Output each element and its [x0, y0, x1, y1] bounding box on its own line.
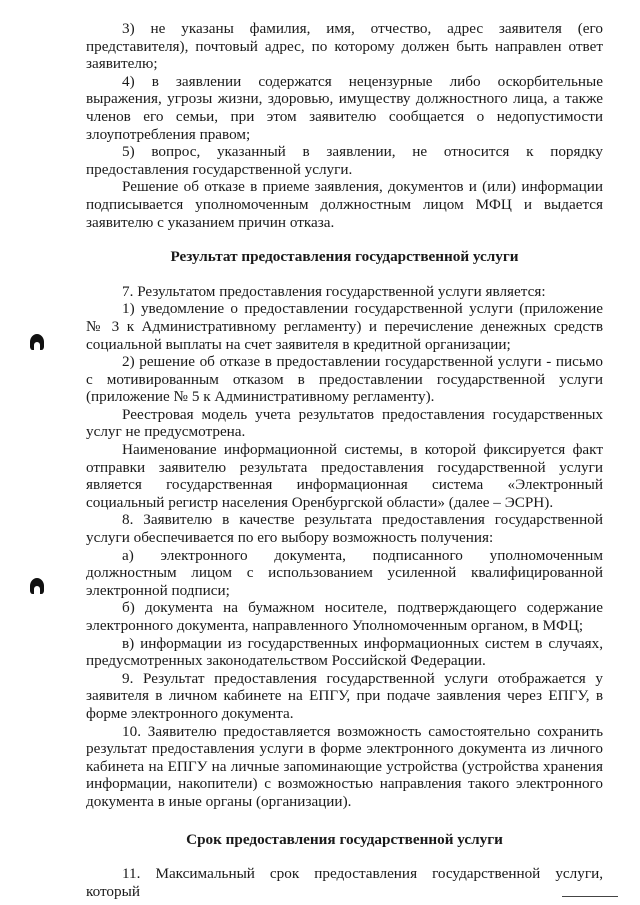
- list-item-5: 5) вопрос, указанный в заявлении, не относится к порядку предоставления государственной услуги.: [86, 143, 603, 178]
- result-paragraph: Реестровая модель учета результатов предоставления государственных услуг не предусмотрена.: [86, 405, 603, 441]
- result-paragraph: 7. Результатом предоставления государственной услуги является:: [122, 282, 546, 300]
- result-paragraph: 2) решение об отказе в предоставлении государственной услуги - письмо с мотивированным отказом в предоставлении государственной услуги (приложение № 5 к Административному регламенту).: [86, 353, 603, 406]
- punch-hole-mark-top: [30, 334, 44, 350]
- result-paragraph: б) документа на бумажном носителе, подтверждающего содержание электронного документа, направленного Уполномоченным органом, в МФЦ;: [86, 599, 603, 634]
- refusal-note: Решение об отказе в приеме заявления, документов и (или) информации подписывается уполномоченным должностным лицом МФЦ и выдается заявителю с указанием причин отказа.: [86, 178, 603, 231]
- result-paragraph: 9. Результат предоставления государственной услуги отображается у заявителя в личном кабинете на ЕПГУ, при подаче заявления через ЕПГУ, в форме электронного документа.: [86, 669, 603, 722]
- result-paragraph: 8. Заявителю в качестве результата предоставления государственной услуги обеспечивается по его выбору возможность получения:: [86, 511, 603, 547]
- result-paragraph: 10. Заявителю предоставляется возможность самостоятельно сохранить результат предоставления услуги в форме электронного документа из личного кабинета на ЕПГУ на личные запоминающие устройства (устройства хранения информации, накопители) с возможностью направления такого электронного документа в иные органы (организации).: [86, 722, 603, 810]
- result-paragraph: в) информации из государственных информационных систем в случаях, предусмотренных законодательством Российской Федерации.: [86, 634, 603, 670]
- result-paragraph: а) электронного документа, подписанного уполномоченным должностным лицом с использованием усиленной квалифицированной электронной подписи;: [86, 546, 603, 599]
- list-item-3: 3) не указаны фамилия, имя, отчество, адрес заявителя (его представителя), почтовый адрес, по которому должен быть направлен ответ заявителю;: [86, 20, 603, 73]
- punch-hole-mark-bottom: [30, 578, 44, 594]
- term-paragraph: 11. Максимальный срок предоставления государственной услуги, который: [86, 865, 603, 900]
- section-heading-result: Результат предоставления государственной услуги: [170, 248, 519, 266]
- list-item-4: 4) в заявлении содержатся нецензурные либо оскорбительные выражения, угрозы жизни, здоровью, имуществу должностного лица, а также членов его семьи, при этом заявителю сообщается о недопустимости злоупотребления правом;: [86, 72, 603, 143]
- section-heading-term: Срок предоставления государственной услуги: [186, 830, 503, 848]
- result-paragraph: 1) уведомление о предоставлении государственной услуги (приложение № 3 к Административному регламенту) и перечисление денежных средств социальной выплаты на счет заявителя в кредитной организации;: [86, 300, 603, 353]
- result-paragraph: Наименование информационной системы, в которой фиксируется факт отправки заявителю результата предоставления государственной услуги является государственная информационная система «Электронный социальный регистр населения Оренбургской области» (далее – ЭСРН).: [86, 441, 603, 511]
- document-page: [86, 20, 603, 900]
